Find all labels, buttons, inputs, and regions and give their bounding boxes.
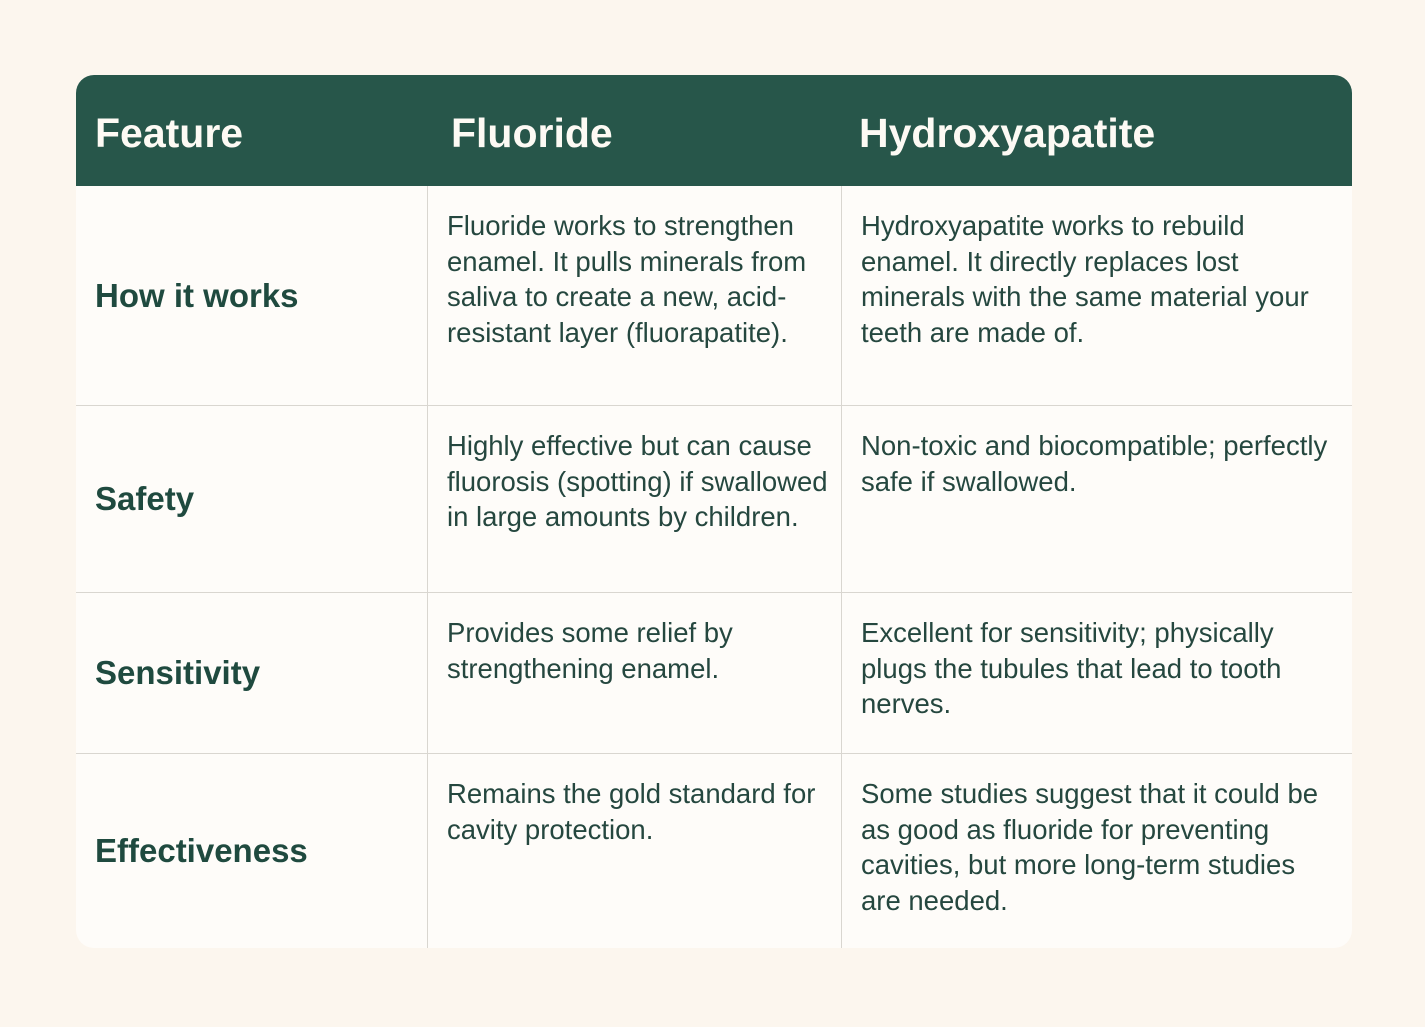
comparison-table: [76, 75, 1352, 948]
fluoride-cell: Remains the gold standard for cavity protection.: [447, 778, 816, 845]
header-hydroxyapatite: Hydroxyapatite: [859, 110, 1156, 156]
fluoride-cell: Highly effective but can cause fluorosis (spotting) if swallowed in large amounts by children.: [447, 430, 828, 533]
feature-label: Sensitivity: [95, 654, 261, 691]
header-fluoride: Fluoride: [451, 110, 613, 156]
table-row: [76, 592, 1352, 753]
hydroxyapatite-cell: Some studies suggest that it could be as good as fluoride for preventing cavities, but more long-term studies are needed.: [861, 778, 1319, 917]
fluoride-cell: Fluoride works to strengthen enamel. It pulls minerals from saliva to create a new, acid-resistant layer (fluorapatite).: [447, 210, 807, 349]
hydroxyapatite-cell: Hydroxyapatite works to rebuild enamel. It directly replaces lost minerals with the same material your teeth are made of.: [861, 210, 1309, 349]
header-feature: Feature: [95, 110, 244, 156]
feature-label: Safety: [95, 480, 195, 517]
hydroxyapatite-cell: Excellent for sensitivity; physically plugs the tubules that lead to tooth nerves.: [861, 617, 1282, 720]
column-divider: [427, 186, 428, 948]
fluoride-cell: Provides some relief by strengthening enamel.: [447, 617, 733, 684]
column-divider: [841, 186, 842, 948]
table-row: [76, 753, 1352, 948]
table-row: [76, 405, 1352, 592]
table-header: [76, 75, 1352, 186]
feature-label: Effectiveness: [95, 832, 308, 869]
hydroxyapatite-cell: Non-toxic and biocompatible; perfectly safe if swallowed.: [861, 430, 1328, 497]
table-row: [76, 186, 1352, 405]
feature-label: How it works: [95, 276, 299, 314]
